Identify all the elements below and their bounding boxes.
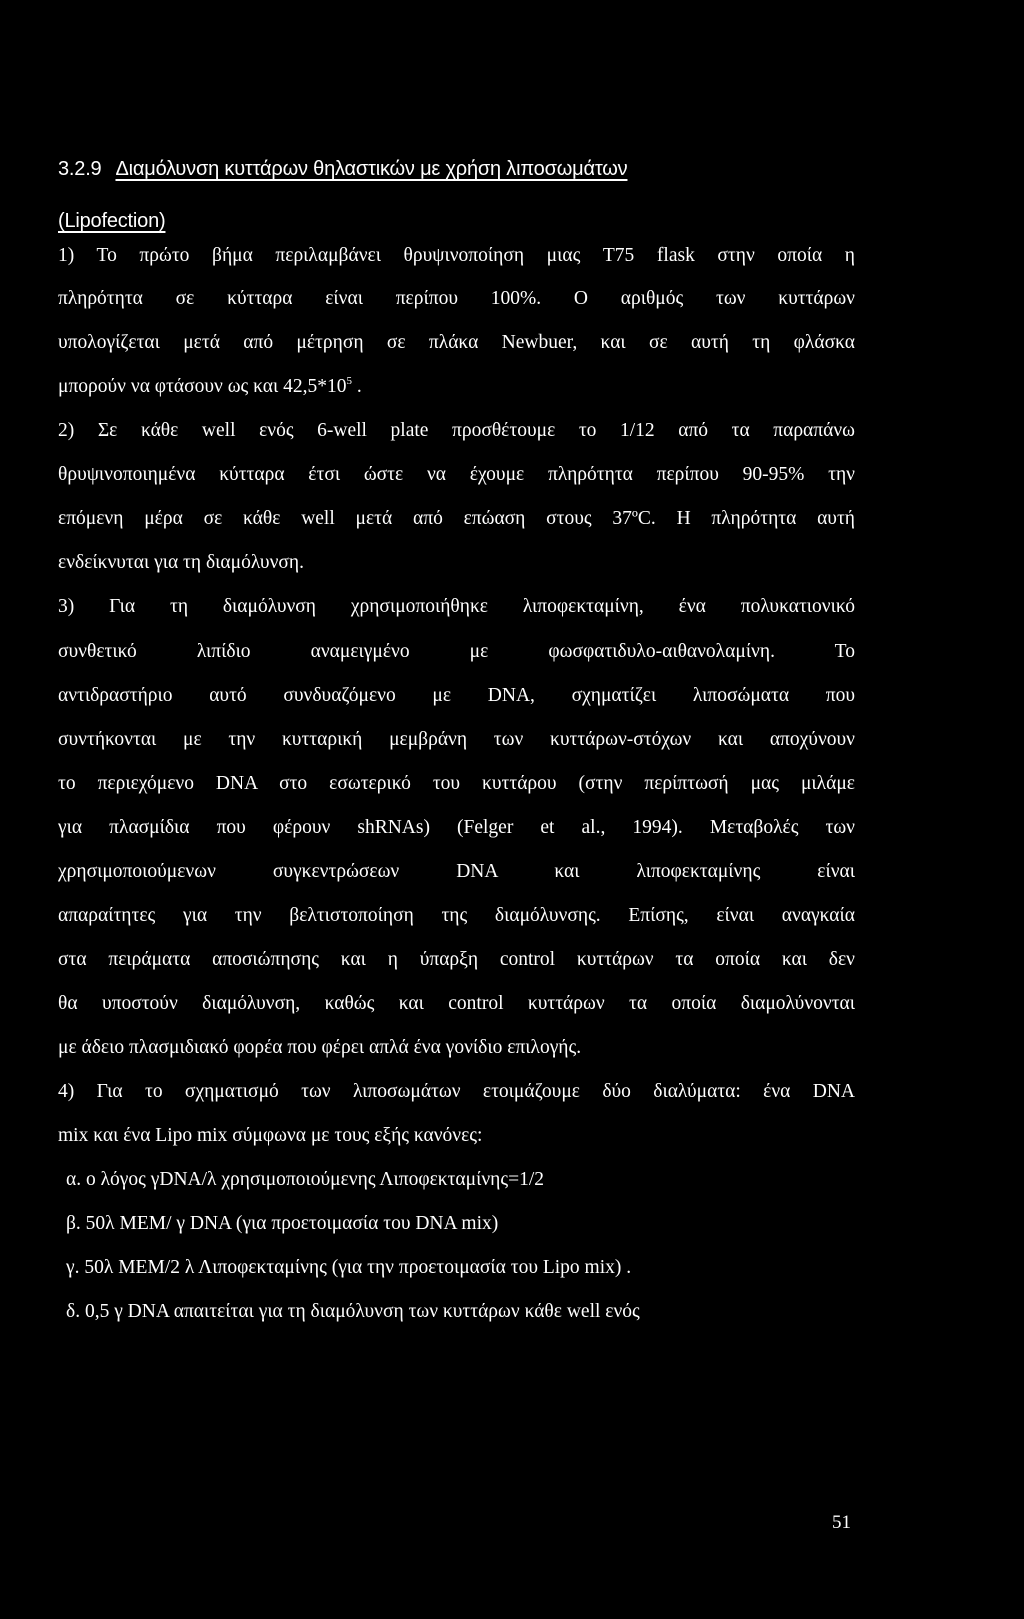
- paragraph-line: 3) Για τη διαμόλυνση χρησιμοποιήθηκε λιποφεκταμίνη, ένα πολυκατιονικό: [58, 596, 855, 617]
- paragraph-line: το περιεχόμενο DNA στο εσωτερικό του κυττάρου (στην περίπτωσή μας μιλάμε: [58, 773, 855, 794]
- list-item: β. 50λ MEM/ γ DNA (για προετοιμασία του DNA mix): [66, 1213, 499, 1234]
- paragraph-line: θα υποστούν διαμόλυνση, καθώς και control κυττάρων τα οποία διαμολύνονται: [58, 993, 855, 1014]
- paragraph-line: επόμενη μέρα σε κάθε well μετά από επώαση στους 37ºC. Η πληρότητα αυτή: [58, 508, 855, 529]
- paragraph-line: υπολογίζεται μετά από μέτρηση σε πλάκα Newbuer, και σε αυτή τη φλάσκα: [58, 332, 855, 353]
- paragraph-line: πληρότητα σε κύτταρα είναι περίπου 100%. Ο αριθμός των κυττάρων: [58, 288, 855, 309]
- paragraph-line: mix και ένα Lipo mix σύμφωνα με τους εξής κανόνες:: [58, 1125, 483, 1146]
- page-number: 51: [832, 1512, 851, 1533]
- paragraph-line-with-exponent: [58, 375, 362, 399]
- exponent: 5: [346, 375, 353, 387]
- paragraph-line: 1) Το πρώτο βήμα περιλαμβάνει θρυψινοποίηση μιας T75 flask στην οποία η: [58, 245, 855, 266]
- paragraph-line: αντιδραστήριο αυτό συνδυαζόμενο με DNA, σχηματίζει λιποσώματα που: [58, 685, 855, 706]
- paragraph-line: 2) Σε κάθε well ενός 6-well plate προσθέτουμε το 1/12 από τα παραπάνω: [58, 420, 855, 441]
- paragraph-line: στα πειράματα αποσιώπησης και η ύπαρξη control κυττάρων τα οποία και δεν: [58, 949, 855, 970]
- list-item: γ. 50λ MEM/2 λ Λιποφεκταμίνης (για την προετοιμασία του Lipo mix) .: [66, 1257, 632, 1278]
- list-item: δ. 0,5 γ DNA απαιτείται για τη διαμόλυνση των κυττάρων κάθε well ενός: [66, 1301, 640, 1322]
- paragraph-line: απαραίτητες για την βελτιστοποίηση της διαμόλυνσης. Επίσης, είναι αναγκαία: [58, 905, 855, 926]
- paragraph-line: για πλασμίδια που φέρουν shRNAs) (Felger et al., 1994). Μεταβολές των: [58, 817, 855, 838]
- paragraph-line: 4) Για το σχηματισμό των λιποσωμάτων ετοιμάζουμε δύο διαλύματα: ένα DNA: [58, 1081, 855, 1102]
- section-title-part1: Διαμόλυνση κυττάρων θηλαστικών με χρήση λιποσωμάτων: [115, 158, 628, 180]
- list-item: α. ο λόγος γDNA/λ χρησιμοποιούμενης Λιποφεκταμίνης=1/2: [66, 1169, 544, 1190]
- paragraph-line: συνθετικό λιπίδιο αναμειγμένο με φωσφατιδυλο-αιθανολαμίνη. Το: [58, 641, 855, 662]
- section-number: 3.2.9: [58, 158, 102, 180]
- paragraph-line: χρησιμοποιούμενων συγκεντρώσεων DNA και λιποφεκταμίνης είναι: [58, 861, 855, 882]
- paragraph-line: θρυψινοποιημένα κύτταρα έτσι ώστε να έχουμε πληρότητα περίπου 90-95% την: [58, 464, 855, 485]
- section-heading: [58, 143, 958, 247]
- paragraph-line: με άδειο πλασμιδιακό φορέα που φέρει απλά ένα γονίδιο επιλογής.: [58, 1037, 582, 1058]
- paragraph-line: ενδείκνυται για τη διαμόλυνση.: [58, 552, 304, 573]
- paragraph-tail: .: [352, 376, 362, 397]
- section-title-part2: (Lipofection): [58, 210, 166, 232]
- paragraph-text: μπορούν να φτάσουν ως και 42,5*10: [58, 376, 347, 397]
- paragraph-line: συντήκονται με την κυτταρική μεμβράνη των κυττάρων-στόχων και αποχύνουν: [58, 729, 855, 750]
